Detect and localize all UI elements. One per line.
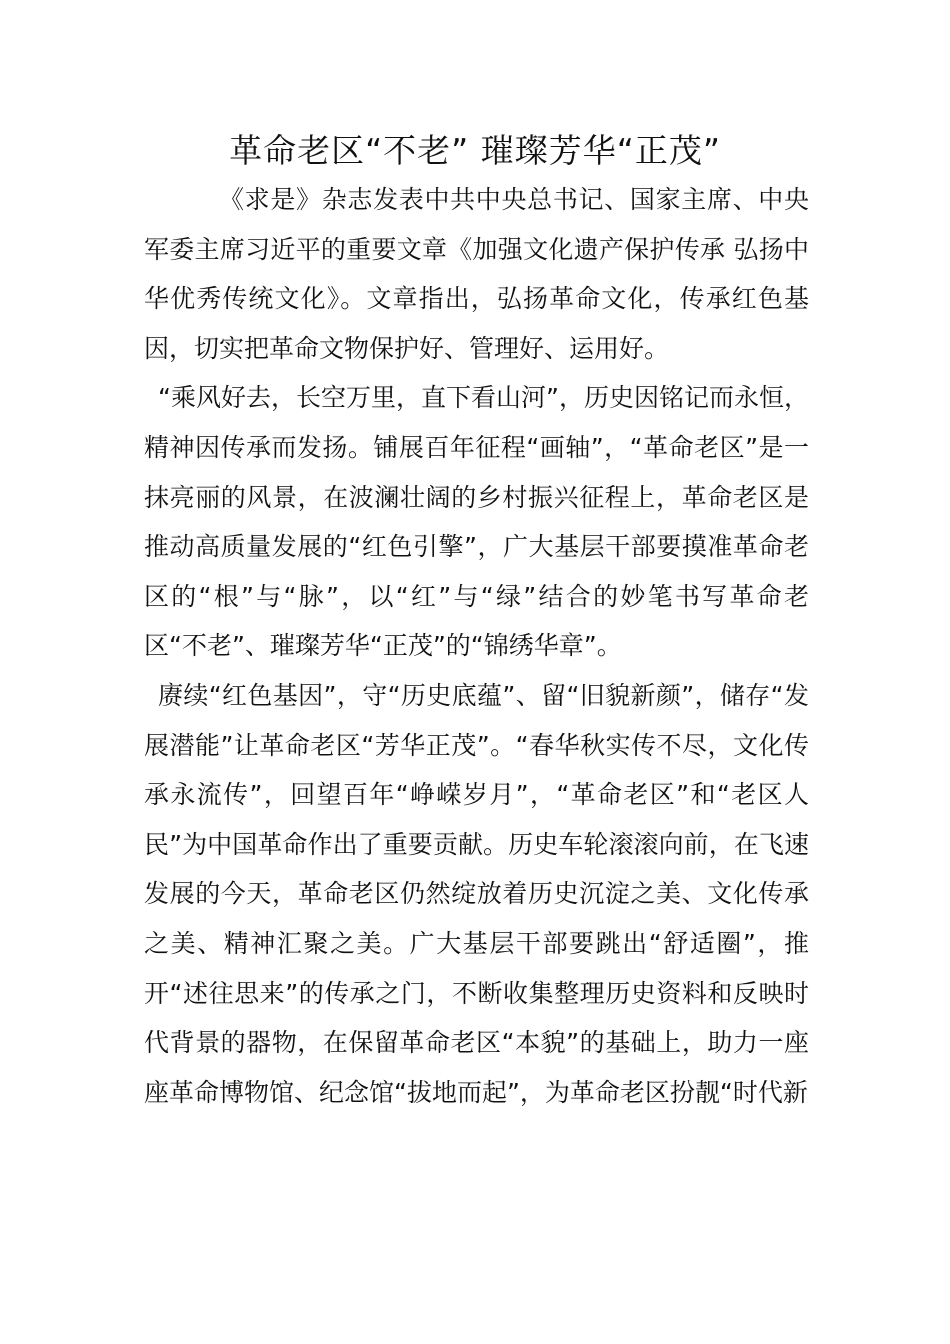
paragraph-2: “乘风好去，长空万里，直下看山河”，历史因铭记而永恒，精神因传承而发扬。铺展百年征程“画轴”，“革命老区”是一抹亮丽的风景，在波澜壮阔的乡村振兴征程上，革命老区是推动高质量发展的“红色引擎”，广大基层干部要摸准革命老区的“根”与“脉”，以“红”与“绿”结合的妙笔书写革命老区“不老”、璀璨芳华“正茂”的“锦绣华章”。 — [144, 383, 809, 661]
paragraph-3: 赓续“红色基因”，守“历史底蕴”、留“旧貌新颜”，储存“发展潜能”让革命老区“芳华正茂”。“春华秋实传不尽，文化传承永流传”，回望百年“峥嵘岁月”，“革命老区”和“老区人民”为中国革命作出了重要贡献。历史车轮滚滚向前，在飞速发展的今天，革命老区仍然绽放着历史沉淀之美、文化传承之美、精神汇聚之美。广大基层干部要跳出“舒适圈”，推开“述往思来”的传承之门，不断收集整理历史资料和反映时代背景的器物，在保留革命老区“本貌”的基础上，助力一座座革命博物馆、纪念馆“拔地而起”，为革命老区扮靓“时代新 — [144, 680, 809, 1107]
article-body — [144, 175, 809, 1117]
article-title: 革命老区“不老” 璀璨芳华“正茂” — [229, 131, 721, 170]
paragraph-1: 《求是》杂志发表中共中央总书记、国家主席、中央军委主席习近平的重要文章《加强文化遗产保护传承 弘扬中华优秀传统文化》。文章指出，弘扬革命文化，传承红色基因，切实把革命文物保护好、管理好、运用好。 — [144, 185, 809, 363]
